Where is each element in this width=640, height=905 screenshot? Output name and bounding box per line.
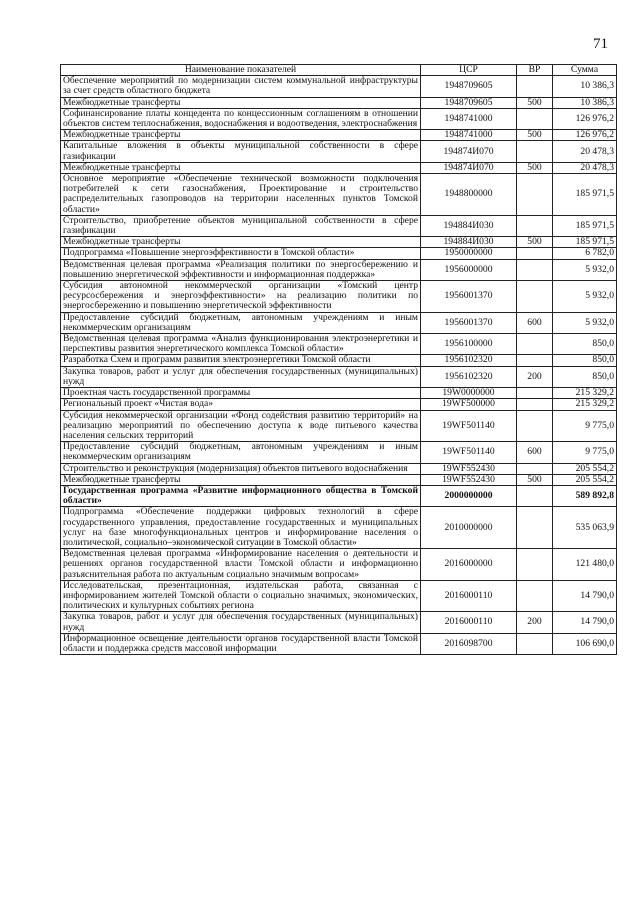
cell-csr: 1956000000 bbox=[421, 259, 517, 280]
cell-sum: 850,0 bbox=[553, 334, 617, 355]
cell-csr: 19WF501140 bbox=[421, 410, 517, 442]
cell-sum: 215 329,2 bbox=[553, 399, 617, 410]
cell-csr: 194884И030 bbox=[421, 237, 517, 248]
table-row bbox=[61, 399, 617, 410]
cell-sum: 20 478,3 bbox=[553, 141, 617, 162]
cell-csr: 1948800000 bbox=[421, 174, 517, 216]
cell-name: Межбюджетные трансферты bbox=[61, 97, 421, 108]
cell-name: Предоставление субсидий бюджетным, автономным учреждениям и иным некоммерческим организациям bbox=[61, 442, 421, 463]
table-row bbox=[61, 281, 617, 313]
cell-csr: 2016000110 bbox=[421, 580, 517, 612]
header-vr: ВР bbox=[517, 65, 553, 76]
table-row bbox=[61, 355, 617, 366]
table-row bbox=[61, 549, 617, 581]
cell-vr: 500 bbox=[517, 474, 553, 485]
table-row bbox=[61, 334, 617, 355]
cell-csr: 1956102320 bbox=[421, 355, 517, 366]
cell-name: Предоставление субсидий бюджетным, автономным учреждениям и иным некоммерческим организациям bbox=[61, 312, 421, 333]
table-row bbox=[61, 388, 617, 399]
cell-sum: 215 329,2 bbox=[553, 388, 617, 399]
cell-name: Исследовательская, презентационная, издательская работа, связанная с информированием жителей Томской области о социально значимых, экономических, политических и культурных событиях региона bbox=[61, 580, 421, 612]
cell-vr bbox=[517, 633, 553, 654]
cell-name: Субсидия автономной некоммерческой организации «Томский центр ресурсосбережения и энергоэффективности» на реализацию политики по энергосбережению и повышению энергетической эффективности bbox=[61, 281, 421, 313]
cell-name: Подпрограмма «Повышение энергоэффективности в Томской области» bbox=[61, 248, 421, 259]
cell-sum: 14 790,0 bbox=[553, 612, 617, 633]
header-csr: ЦСР bbox=[421, 65, 517, 76]
cell-name: Субсидия некоммерческой организации «Фонд содействия развитию территорий» на реализацию мероприятий по обеспечению доступа к воде питьевого качества населения сельских территорий bbox=[61, 410, 421, 442]
cell-vr bbox=[517, 281, 553, 313]
cell-csr: 1948741000 bbox=[421, 130, 517, 141]
cell-name: Государственная программа «Развитие информационного общества в Томской области» bbox=[61, 485, 421, 506]
cell-csr: 194874И070 bbox=[421, 141, 517, 162]
cell-sum: 185 971,5 bbox=[553, 237, 617, 248]
cell-csr: 19W0000000 bbox=[421, 388, 517, 399]
cell-name: Межбюджетные трансферты bbox=[61, 130, 421, 141]
cell-name: Капитальные вложения в объекты муниципальной собственности в сфере газификации bbox=[61, 141, 421, 162]
cell-name: Межбюджетные трансферты bbox=[61, 237, 421, 248]
cell-name: Межбюджетные трансферты bbox=[61, 474, 421, 485]
cell-sum: 9 775,0 bbox=[553, 442, 617, 463]
cell-vr bbox=[517, 388, 553, 399]
cell-name: Ведомственная целевая программа «Анализ функционирования электроэнергетики и перспективы развития энергетического комплекса Томской области» bbox=[61, 334, 421, 355]
table-row bbox=[61, 237, 617, 248]
cell-sum: 20 478,3 bbox=[553, 162, 617, 173]
table-row bbox=[61, 248, 617, 259]
cell-vr bbox=[517, 355, 553, 366]
cell-name: Закупка товаров, работ и услуг для обеспечения государственных (муниципальных) нужд bbox=[61, 612, 421, 633]
table-row bbox=[61, 410, 617, 442]
cell-vr: 600 bbox=[517, 312, 553, 333]
cell-vr bbox=[517, 215, 553, 236]
cell-vr bbox=[517, 410, 553, 442]
cell-sum: 6 782,0 bbox=[553, 248, 617, 259]
cell-vr: 500 bbox=[517, 162, 553, 173]
cell-vr: 600 bbox=[517, 442, 553, 463]
cell-sum: 121 480,0 bbox=[553, 549, 617, 581]
cell-name: Закупка товаров, работ и услуг для обеспечения государственных (муниципальных) нужд bbox=[61, 366, 421, 387]
cell-csr: 1956001370 bbox=[421, 312, 517, 333]
table-row bbox=[61, 97, 617, 108]
cell-name: Ведомственная целевая программа «Информирование населения о деятельности и решениях органов государственной власти Томской области и информационно разъяснительная работа по актуальным социально значимым вопросам» bbox=[61, 549, 421, 581]
cell-sum: 205 554,2 bbox=[553, 474, 617, 485]
cell-csr: 19WF552430 bbox=[421, 463, 517, 474]
cell-vr bbox=[517, 248, 553, 259]
table-row bbox=[61, 507, 617, 549]
cell-name: Межбюджетные трансферты bbox=[61, 162, 421, 173]
cell-vr: 500 bbox=[517, 237, 553, 248]
header-name: Наименование показателей bbox=[61, 65, 421, 76]
cell-csr: 2016098700 bbox=[421, 633, 517, 654]
cell-vr bbox=[517, 549, 553, 581]
cell-csr: 1956100000 bbox=[421, 334, 517, 355]
table-row bbox=[61, 485, 617, 506]
cell-vr: 500 bbox=[517, 97, 553, 108]
cell-csr: 19WF552430 bbox=[421, 474, 517, 485]
cell-name: Проектная часть государственной программы bbox=[61, 388, 421, 399]
table-row bbox=[61, 174, 617, 216]
cell-vr bbox=[517, 399, 553, 410]
cell-csr: 19WF501140 bbox=[421, 442, 517, 463]
cell-name: Обеспечение мероприятий по модернизации систем коммунальной инфраструктуры за счет средств областного бюджета bbox=[61, 76, 421, 97]
cell-name: Софинансирование платы концедента по концессионным соглашениям в отношении объектов систем теплоснабжения, водоснабжения и водоотведения, электроснабжения bbox=[61, 108, 421, 129]
cell-name: Ведомственная целевая программа «Реализация политики по энергосбережению и повышению энергетической эффективности и информационная поддержка» bbox=[61, 259, 421, 280]
table-row bbox=[61, 141, 617, 162]
page-number: 71 bbox=[593, 36, 608, 52]
cell-name: Региональный проект «Чистая вода» bbox=[61, 399, 421, 410]
table-row bbox=[61, 130, 617, 141]
table-row bbox=[61, 312, 617, 333]
cell-vr: 200 bbox=[517, 612, 553, 633]
table-row bbox=[61, 633, 617, 654]
cell-sum: 5 932,0 bbox=[553, 259, 617, 280]
cell-name: Разработка Схем и программ развития электроэнергетики Томской области bbox=[61, 355, 421, 366]
cell-sum: 205 554,2 bbox=[553, 463, 617, 474]
table-row bbox=[61, 215, 617, 236]
table-row bbox=[61, 76, 617, 97]
cell-sum: 850,0 bbox=[553, 355, 617, 366]
cell-csr: 1950000000 bbox=[421, 248, 517, 259]
cell-vr bbox=[517, 108, 553, 129]
cell-name: Строительство и реконструкция (модернизация) объектов питьевого водоснабжения bbox=[61, 463, 421, 474]
cell-name: Информационное освещение деятельности органов государственной власти Томской области и поддержка средств массовой информации bbox=[61, 633, 421, 654]
cell-sum: 106 690,0 bbox=[553, 633, 617, 654]
cell-csr: 2010000000 bbox=[421, 507, 517, 549]
cell-vr bbox=[517, 174, 553, 216]
header-sum: Сумма bbox=[553, 65, 617, 76]
cell-csr: 1956001370 bbox=[421, 281, 517, 313]
cell-vr: 200 bbox=[517, 366, 553, 387]
cell-sum: 14 790,0 bbox=[553, 580, 617, 612]
cell-name: Основное мероприятие «Обеспечение технической возможности подключения потребителей к сети газоснабжения, Проектирование и строительство распределительных газопроводов на территории населенных пунктов Томской области» bbox=[61, 174, 421, 216]
table-row bbox=[61, 259, 617, 280]
cell-sum: 9 775,0 bbox=[553, 410, 617, 442]
cell-csr: 1948741000 bbox=[421, 108, 517, 129]
table-row bbox=[61, 442, 617, 463]
cell-name: Подпрограмма «Обеспечение поддержки цифровых технологий в сфере государственного управления, предоставление государственных и муниципальных услуг на базе многофункциональных центров и информирование населения о политической, социально–экономической ситуации в Томской области» bbox=[61, 507, 421, 549]
table-row bbox=[61, 580, 617, 612]
cell-csr: 1948709605 bbox=[421, 97, 517, 108]
cell-sum: 589 892,8 bbox=[553, 485, 617, 506]
table-header-row bbox=[61, 65, 617, 76]
cell-sum: 850,0 bbox=[553, 366, 617, 387]
cell-vr bbox=[517, 141, 553, 162]
table-row bbox=[61, 162, 617, 173]
table-row bbox=[61, 108, 617, 129]
table-row bbox=[61, 463, 617, 474]
cell-vr bbox=[517, 463, 553, 474]
cell-csr: 1956102320 bbox=[421, 366, 517, 387]
cell-vr bbox=[517, 507, 553, 549]
cell-vr bbox=[517, 485, 553, 506]
cell-sum: 535 063,9 bbox=[553, 507, 617, 549]
table-row bbox=[61, 474, 617, 485]
cell-name: Строительство, приобретение объектов муниципальной собственности в сфере газификации bbox=[61, 215, 421, 236]
cell-vr bbox=[517, 334, 553, 355]
cell-sum: 185 971,5 bbox=[553, 215, 617, 236]
cell-csr: 2016000110 bbox=[421, 612, 517, 633]
cell-csr: 2016000000 bbox=[421, 549, 517, 581]
cell-vr: 500 bbox=[517, 130, 553, 141]
cell-sum: 126 976,2 bbox=[553, 130, 617, 141]
cell-csr: 194884И030 bbox=[421, 215, 517, 236]
cell-sum: 5 932,0 bbox=[553, 312, 617, 333]
budget-table bbox=[60, 64, 617, 655]
cell-sum: 10 386,3 bbox=[553, 97, 617, 108]
cell-csr: 2000000000 bbox=[421, 485, 517, 506]
cell-csr: 19WF500000 bbox=[421, 399, 517, 410]
cell-sum: 10 386,3 bbox=[553, 76, 617, 97]
cell-vr bbox=[517, 259, 553, 280]
cell-sum: 185 971,5 bbox=[553, 174, 617, 216]
cell-vr bbox=[517, 580, 553, 612]
table-row bbox=[61, 612, 617, 633]
cell-sum: 126 976,2 bbox=[553, 108, 617, 129]
cell-sum: 5 932,0 bbox=[553, 281, 617, 313]
cell-csr: 1948709605 bbox=[421, 76, 517, 97]
cell-csr: 194874И070 bbox=[421, 162, 517, 173]
table-row bbox=[61, 366, 617, 387]
cell-vr bbox=[517, 76, 553, 97]
